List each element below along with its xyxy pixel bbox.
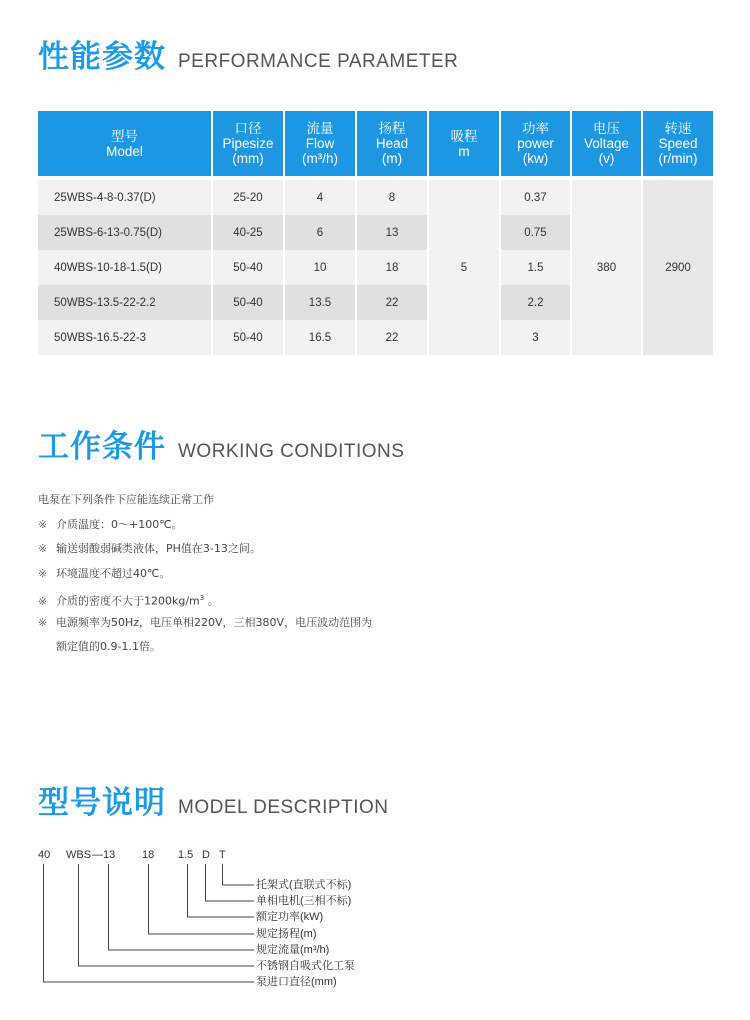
header-en: power: [517, 136, 554, 151]
cell-power: 1.5: [501, 250, 570, 285]
header-cn: 电压: [592, 121, 620, 136]
cell-head: 22: [357, 285, 427, 320]
condition-text: 介质温度：0～+100℃。: [56, 517, 183, 531]
header-cn: 口径: [234, 121, 262, 136]
header-cn: 型号: [111, 128, 138, 144]
label-diameter: 泵进口直径(mm): [256, 976, 337, 988]
cell-model: 50WBS-13.5-22-2.2: [38, 285, 211, 320]
cell-power: 3: [501, 320, 570, 355]
header-power: [501, 111, 570, 176]
cell-pipesize: 50-40: [213, 250, 283, 285]
working-conditions: [38, 493, 372, 665]
reference-mark: ※: [38, 566, 48, 580]
leader-line-series: [79, 864, 255, 966]
condition-text: 输送弱酸弱碱类液体，PH值在3-13之间。: [56, 542, 261, 555]
header-unit: (kw): [522, 151, 549, 166]
header-cn: 流量: [306, 121, 334, 136]
header-unit: (v): [598, 151, 615, 166]
leader-lines: [38, 848, 258, 998]
cell-flow: 4: [285, 180, 355, 215]
cell-model: 25WBS-6-13-0.75(D): [38, 215, 211, 250]
density-superscript: 3: [199, 594, 205, 602]
leader-line-power: [188, 864, 255, 917]
cell-head: 13: [357, 215, 427, 250]
cell-flow: 10: [285, 250, 355, 285]
header-en: m: [458, 143, 470, 159]
header-cn: 功率: [522, 121, 549, 136]
cell-pipesize: 50-40: [213, 285, 283, 320]
leader-line-head: [149, 864, 255, 934]
label-bracket: 托架式(直联式不标): [256, 879, 352, 891]
cell-pipesize: 40-25: [213, 215, 283, 250]
section-title-en: PERFORMANCE PARAMETER: [178, 51, 459, 72]
cell-model: 25WBS-4-8-0.37(D): [38, 180, 211, 215]
code-single-phase: D: [202, 849, 210, 861]
header-cn: 转速: [664, 121, 692, 136]
condition-item: [38, 518, 372, 543]
cell-head: 18: [357, 250, 427, 285]
cell-speed-merged: 2900: [643, 180, 713, 355]
section-title-en: WORKING CONDITIONS: [178, 441, 405, 462]
reference-mark: ※: [38, 517, 48, 531]
label-flow: 规定流量(m³/h): [256, 944, 330, 956]
density-tail: 。: [204, 594, 219, 608]
header-voltage: [572, 111, 641, 176]
label-series: 不锈钢自吸式化工泵: [256, 960, 355, 972]
code-diameter: 40: [38, 849, 51, 861]
cell-voltage-merged: 380: [572, 180, 641, 355]
header-cn: 扬程: [378, 121, 406, 136]
reference-mark: ※: [38, 542, 48, 555]
header-unit: (mm): [232, 151, 264, 166]
header-en: Pipesize: [222, 136, 274, 151]
code-head: 18: [142, 849, 155, 861]
leader-line-flow: [109, 864, 255, 950]
working-intro: 电泵在下列条件下应能连续正常工作: [38, 493, 214, 506]
cell-flow: 6: [285, 215, 355, 250]
leader-line-single-phase: [206, 864, 255, 901]
cell-flow: 16.5: [285, 320, 355, 355]
cell-power: 0.37: [501, 180, 570, 215]
cell-model: 50WBS-16.5-22-3: [38, 320, 211, 355]
cell-power: 2.2: [501, 285, 570, 320]
section-title-working: [38, 429, 405, 465]
condition-text: 电源频率为50Hz，电压单相220V，三相380V，电压波动范围为: [56, 615, 373, 629]
cell-pipesize: 25-20: [213, 180, 283, 215]
section-title-performance: [38, 39, 459, 75]
condition-item: [38, 542, 372, 567]
condition-item: [38, 591, 372, 616]
reference-mark: ※: [38, 615, 48, 629]
performance-table: [38, 111, 713, 357]
header-en: Flow: [305, 136, 335, 151]
cell-suction-merged: 5: [429, 180, 499, 355]
header-unit: (m): [381, 151, 403, 166]
header-en: Head: [375, 136, 409, 151]
cell-power: 0.75: [501, 215, 570, 250]
condition-continuation: 额定值的0.9-1.1倍。: [56, 640, 161, 653]
label-power: 额定功率(kW): [256, 911, 324, 923]
header-en: Speed: [658, 136, 698, 151]
condition-text: 介质的密度不大于1200kg/m: [56, 594, 200, 608]
model-description-diagram: [38, 848, 438, 998]
code-power: 1.5: [178, 849, 194, 861]
cell-flow: 13.5: [285, 285, 355, 320]
header-cn: 吸程: [450, 128, 478, 144]
header-speed: [643, 111, 713, 176]
condition-item: [38, 567, 372, 592]
header-en: Model: [106, 143, 143, 159]
section-title-model: [38, 785, 389, 821]
section-title-en: MODEL DESCRIPTION: [178, 797, 389, 818]
section-title-cn: 性能参数: [38, 39, 166, 75]
header-unit: (m³/h): [302, 151, 338, 166]
header-en: Voltage: [583, 136, 630, 151]
code-flow: —13: [92, 849, 116, 861]
code-series: WBS: [66, 849, 92, 861]
code-bracket: T: [219, 849, 226, 861]
cell-pipesize: 50-40: [213, 320, 283, 355]
section-title-cn: 型号说明: [38, 785, 166, 821]
label-single-phase: 单相电机(三相不标): [256, 895, 352, 907]
cell-head: 8: [357, 180, 427, 215]
condition-item: [38, 616, 372, 641]
label-head: 规定扬程(m): [256, 928, 317, 940]
header-unit: (r/min): [658, 151, 698, 166]
cell-head: 22: [357, 320, 427, 355]
leader-line-bracket: [223, 864, 255, 885]
reference-mark: ※: [38, 594, 48, 608]
cell-model: 40WBS-10-18-1.5(D): [38, 250, 211, 285]
condition-text: 环境温度不超过40℃。: [56, 566, 171, 580]
section-title-cn: 工作条件: [38, 429, 166, 465]
